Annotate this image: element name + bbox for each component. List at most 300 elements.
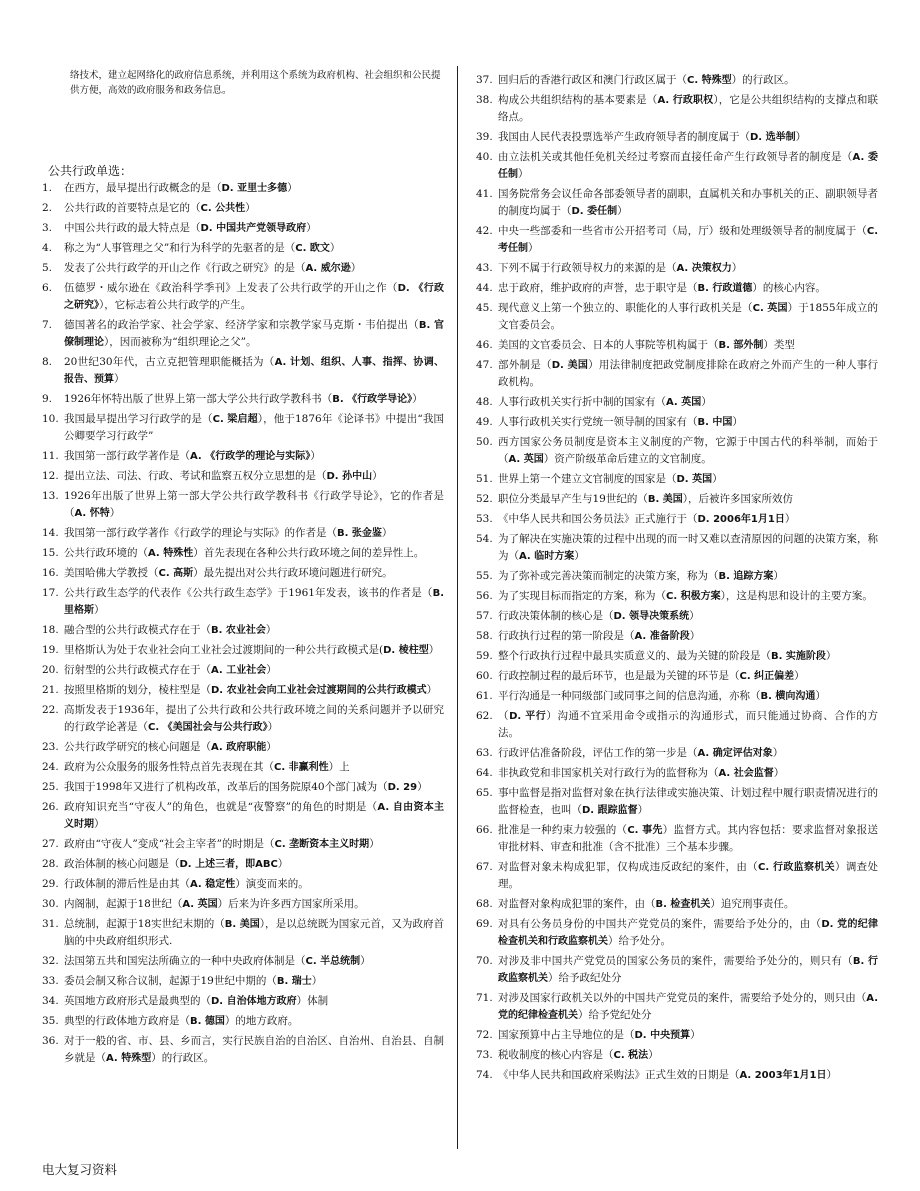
question-stem: 政府知识充当“守夜人”的角色，也就是“夜警察”的角色的时期是（ bbox=[64, 801, 378, 813]
question-item bbox=[476, 785, 878, 819]
question-item bbox=[476, 916, 878, 950]
question-suffix: ） bbox=[690, 1029, 701, 1041]
question-stem: 由立法机关或其他任免机关经过考察而直接任命产生行政领导者的制度是（ bbox=[498, 151, 853, 163]
question-number: 47. bbox=[476, 359, 493, 371]
question-stem: 衍射型的公共行政模式存在于（ bbox=[64, 664, 211, 676]
question-stem: 下列不属于行政领导权力的来源的是（ bbox=[498, 262, 677, 274]
question-number: 49. bbox=[476, 416, 493, 428]
question-suffix: ）给予党纪处分 bbox=[578, 1009, 652, 1021]
question-stem: 批准是一种约束力较强的（ bbox=[498, 824, 628, 836]
answer-text: B. 实施阶段 bbox=[771, 651, 826, 662]
question-stem: 行政决策体制的核心是（ bbox=[498, 610, 614, 622]
question-suffix: ）的核心内容。 bbox=[752, 282, 826, 294]
question-suffix: ）用法律制度把政党制度排除在政府之外而产生的一种人事行政机构。 bbox=[498, 359, 879, 388]
answer-text: A. 稳定性 bbox=[190, 879, 236, 890]
answer-text: D. 英国 bbox=[676, 474, 713, 485]
question-item bbox=[42, 876, 444, 893]
question-text bbox=[64, 180, 444, 197]
question-text bbox=[498, 414, 878, 431]
answer-text: C. 税法 bbox=[613, 1050, 649, 1061]
question-stem: 德国著名的政治学家、社会学家、经济学家和宗教学家马克斯・韦伯提出（ bbox=[64, 319, 419, 331]
question-stem: 提出立法、司法、行政、考试和监察五权分立思想的是（ bbox=[64, 470, 327, 482]
question-item bbox=[476, 822, 878, 856]
question-text bbox=[498, 337, 878, 354]
question-suffix: ） bbox=[306, 222, 317, 234]
question-item bbox=[42, 953, 444, 970]
question-text bbox=[498, 357, 878, 391]
question-number: 24. bbox=[42, 761, 59, 773]
question-item bbox=[42, 993, 444, 1010]
question-item bbox=[42, 836, 444, 853]
question-text bbox=[64, 545, 444, 562]
question-suffix: ） bbox=[369, 838, 380, 850]
question-text bbox=[498, 916, 878, 950]
question-number: 46. bbox=[476, 339, 493, 351]
answer-text: C. 纠正偏差 bbox=[739, 671, 795, 682]
question-stem: 内阁制，起源于18世纪（ bbox=[64, 898, 183, 910]
question-number: 37. bbox=[476, 74, 493, 86]
question-text bbox=[64, 993, 444, 1010]
answer-text: A. 党的纪律检查机关 bbox=[498, 993, 878, 1021]
question-item bbox=[42, 642, 444, 659]
question-suffix: ）追究刑事责任。 bbox=[710, 898, 795, 910]
answer-text: C. 行政监察机关 bbox=[758, 862, 835, 873]
question-number: 3. bbox=[42, 222, 53, 234]
question-suffix: ）类型 bbox=[763, 339, 795, 351]
question-list-left bbox=[42, 180, 444, 1070]
question-stem: 《中华人民共和国公务员法》正式施行于（ bbox=[498, 513, 698, 525]
question-stem: 总统制，起源于18实世纪末期的（ bbox=[64, 918, 225, 930]
answer-text: B. 中国 bbox=[697, 417, 733, 428]
question-suffix: ）的行政区。 bbox=[151, 1052, 215, 1064]
question-stem: 对于一般的省、市、县、乡而言，实行民族自治的自治区、自治州、自治县、自制乡就是（ bbox=[64, 1035, 444, 1064]
answer-text: A. 政府职能 bbox=[211, 742, 267, 753]
question-text bbox=[64, 1033, 444, 1067]
question-item bbox=[476, 471, 878, 488]
question-stem: 中国公共行政的最大特点是（ bbox=[64, 222, 201, 234]
question-text bbox=[498, 765, 878, 782]
answer-text: A. 特殊型 bbox=[106, 1053, 152, 1064]
answer-text: B. 美国 bbox=[224, 919, 260, 930]
question-number: 23. bbox=[42, 741, 59, 753]
question-suffix: ） bbox=[329, 242, 341, 254]
question-suffix: ）的行政区。 bbox=[731, 74, 795, 86]
question-item bbox=[476, 491, 878, 508]
question-stem: 事中监督是指对监督对象在执行法律或实施决策、计划过程中履行职责情况进行的监督检查，也叫（ bbox=[498, 787, 878, 816]
question-stem: 公共行政生态学的代表作《公共行政生态学》于1961年发表，该书的作者是（ bbox=[64, 587, 433, 599]
answer-text: A. 怀特 bbox=[74, 508, 110, 519]
question-item bbox=[476, 92, 878, 126]
question-text bbox=[498, 280, 878, 297]
question-number: 55. bbox=[476, 570, 493, 582]
question-suffix: ） bbox=[245, 202, 256, 214]
question-number: 65. bbox=[476, 787, 493, 799]
question-text bbox=[498, 688, 878, 705]
answer-text: B. 德国 bbox=[190, 1016, 225, 1027]
question-item bbox=[42, 317, 444, 351]
question-suffix: ）最先提出对公共行政环境问题进行研究。 bbox=[193, 567, 393, 579]
answer-text: D. 亚里士多德 bbox=[221, 183, 288, 194]
question-stem: 对涉及国家行政机关以外的中国共产党党员的案件，需要给予处分的，则只由（ bbox=[498, 992, 867, 1004]
question-text bbox=[64, 953, 444, 970]
answer-text: A. 英国 bbox=[182, 899, 218, 910]
question-number: 74. bbox=[476, 1069, 493, 1081]
question-item bbox=[476, 568, 878, 585]
question-item bbox=[476, 953, 878, 987]
question-number: 14. bbox=[42, 527, 59, 539]
question-suffix: ） bbox=[825, 650, 837, 662]
answer-text: D. 2006年1月1日 bbox=[697, 514, 785, 525]
question-stem: 回归后的香港行政区和澳门行政区属于（ bbox=[498, 74, 687, 86]
question-stem: 为了弥补或完善决策而制定的决策方案，称为（ bbox=[498, 570, 719, 582]
question-number: 1. bbox=[42, 182, 53, 194]
question-text bbox=[64, 525, 444, 542]
question-item bbox=[42, 916, 444, 950]
question-number: 58. bbox=[476, 630, 493, 642]
question-stem: 英国地方政府形式是最典型的（ bbox=[64, 995, 211, 1007]
question-item bbox=[42, 856, 444, 873]
question-number: 60. bbox=[476, 670, 493, 682]
answer-text: B. 瑞士 bbox=[276, 976, 312, 987]
question-text bbox=[64, 317, 444, 351]
question-number: 4. bbox=[42, 242, 53, 254]
answer-text: A. 英国 bbox=[508, 454, 544, 465]
question-suffix: ） bbox=[701, 396, 712, 408]
question-suffix: ），它标志着公共行政学的产生。 bbox=[99, 299, 252, 311]
question-number: 8. bbox=[42, 356, 53, 368]
answer-text: A. 准备阶段 bbox=[634, 631, 690, 642]
answer-text: A. 决策权力 bbox=[676, 263, 732, 274]
question-text bbox=[64, 1013, 444, 1030]
question-suffix: ） bbox=[426, 684, 438, 696]
question-suffix: ）调查处理。 bbox=[498, 861, 879, 890]
answer-text: D. 选举制 bbox=[750, 132, 796, 143]
question-item bbox=[42, 1033, 444, 1067]
question-stem: 伍德罗・威尔逊在《政治科学季刊》上发表了公共行政学的开山之作（ bbox=[64, 282, 398, 294]
question-item bbox=[476, 223, 878, 257]
question-text bbox=[64, 565, 444, 582]
question-stem: 职位分类最早产生与19世纪的（ bbox=[498, 493, 648, 505]
question-suffix: ） bbox=[574, 550, 585, 562]
question-item bbox=[42, 411, 444, 445]
question-suffix: ） bbox=[287, 182, 298, 194]
answer-text: B. 检查机关 bbox=[655, 899, 711, 910]
question-stem: 行政控制过程的最后环节，也是最为关键的环节是（ bbox=[498, 670, 740, 682]
question-item bbox=[42, 622, 444, 639]
question-number: 43. bbox=[476, 262, 493, 274]
answer-text: A. 《行政学的理论与实际》 bbox=[190, 451, 311, 462]
question-text bbox=[64, 391, 444, 408]
question-text bbox=[498, 531, 878, 565]
question-text bbox=[64, 856, 444, 873]
answer-text: C. 半总统制 bbox=[305, 956, 361, 967]
question-number: 9. bbox=[42, 393, 53, 405]
question-text bbox=[498, 471, 878, 488]
question-item bbox=[42, 973, 444, 990]
question-suffix: ） bbox=[267, 721, 279, 733]
question-number: 6. bbox=[42, 282, 53, 294]
answer-text: D. 美国 bbox=[551, 360, 589, 371]
question-number: 17. bbox=[42, 587, 59, 599]
question-number: 31. bbox=[42, 918, 59, 930]
question-stem: 里格斯认为处于农业社会向工业社会过渡期间的一种公共行政模式是( bbox=[64, 644, 384, 656]
answer-text: C. 事先 bbox=[627, 825, 663, 836]
question-item bbox=[42, 739, 444, 756]
question-suffix: ）沟通不宜采用命令或指示的沟通形式，而只能通过协商、合作的方法。 bbox=[498, 710, 879, 739]
question-item bbox=[42, 280, 444, 314]
question-stem: 人事行政机关实行折中制的国家有（ bbox=[498, 396, 666, 408]
question-stem: 1926年怀特出版了世界上第一部大学公共行政学教科书（ bbox=[64, 393, 333, 405]
answer-text: B. 里格斯 bbox=[64, 588, 444, 616]
question-stem: 对监督对象未构成犯罪，仅构成违反政纪的案件，由（ bbox=[498, 861, 759, 873]
question-suffix: ），他于1876年《论译书》中提出“我国公卿要学习行政学” bbox=[64, 413, 445, 442]
question-number: 56. bbox=[476, 590, 493, 602]
question-item bbox=[476, 394, 878, 411]
question-text bbox=[64, 682, 444, 699]
answer-text: C. 高斯 bbox=[158, 568, 194, 579]
question-text bbox=[64, 642, 444, 659]
question-number: 2. bbox=[42, 202, 53, 214]
answer-text: B. 张金鉴 bbox=[337, 528, 382, 539]
question-suffix: ） bbox=[412, 393, 423, 405]
question-text bbox=[498, 149, 878, 183]
question-text bbox=[498, 92, 878, 126]
answer-text: B. 行政道德 bbox=[697, 283, 753, 294]
question-suffix: ） bbox=[381, 527, 393, 539]
question-number: 19. bbox=[42, 644, 59, 656]
question-suffix: ）资产阶级革命后建立的文官制度。 bbox=[543, 453, 712, 465]
question-stem: 中央一些部委和一些省市公开招考司（局，厅）级和处理级领导者的制度属于（ bbox=[498, 225, 867, 237]
question-suffix: ）上 bbox=[328, 761, 350, 773]
question-suffix: ） bbox=[265, 624, 277, 636]
question-number: 34. bbox=[42, 995, 59, 1007]
question-suffix: ） bbox=[773, 767, 785, 779]
question-stem: 整个行政执行过程中最具实质意义的、最为关键的阶段是（ bbox=[498, 650, 771, 662]
question-number: 57. bbox=[476, 610, 493, 622]
question-text bbox=[498, 129, 878, 146]
question-item bbox=[476, 72, 878, 89]
question-suffix: ）给予处分。 bbox=[608, 935, 671, 947]
question-number: 20. bbox=[42, 664, 59, 676]
answer-text: D. 党的纪律检查机关和行政监察机关 bbox=[498, 919, 879, 947]
question-item bbox=[42, 525, 444, 542]
question-number: 26. bbox=[42, 801, 59, 813]
question-number: 7. bbox=[42, 319, 53, 331]
question-suffix: ），后被许多国家所效仿 bbox=[682, 493, 794, 505]
question-text bbox=[64, 662, 444, 679]
question-item bbox=[42, 545, 444, 562]
question-text bbox=[64, 220, 444, 237]
question-suffix: ） bbox=[689, 630, 701, 642]
question-suffix: ）体制 bbox=[296, 995, 329, 1007]
question-text bbox=[498, 608, 878, 625]
question-number: 5. bbox=[42, 262, 53, 274]
answer-text: B. 农业社会 bbox=[211, 625, 266, 636]
question-suffix: ） bbox=[826, 1069, 837, 1081]
question-text bbox=[498, 990, 878, 1024]
question-text bbox=[498, 434, 878, 468]
answer-text: B. 追踪方案 bbox=[718, 571, 774, 582]
question-text bbox=[64, 702, 444, 736]
question-suffix: ） bbox=[617, 205, 628, 217]
question-text bbox=[498, 859, 878, 893]
question-suffix: ） bbox=[784, 513, 796, 525]
question-item bbox=[476, 337, 878, 354]
question-item bbox=[476, 149, 878, 183]
question-suffix: ） bbox=[310, 450, 321, 462]
answer-text: B. 行政监察机关 bbox=[498, 956, 878, 984]
question-text bbox=[498, 1027, 878, 1044]
question-text bbox=[64, 448, 444, 465]
answer-text: D. 委任制 bbox=[571, 206, 618, 217]
answer-text: C. 英国 bbox=[752, 303, 788, 314]
question-item bbox=[476, 300, 878, 334]
question-text bbox=[498, 511, 878, 528]
question-number: 13. bbox=[42, 490, 59, 502]
answer-text: C. 积极方案 bbox=[666, 591, 721, 602]
question-text bbox=[498, 745, 878, 762]
question-number: 38. bbox=[476, 94, 493, 106]
answer-text: A. 确定评估对象 bbox=[697, 748, 773, 759]
question-item bbox=[476, 186, 878, 220]
question-suffix: ） bbox=[815, 690, 826, 702]
question-number: 70. bbox=[476, 955, 493, 967]
question-suffix: ） bbox=[94, 818, 105, 830]
question-suffix: ） bbox=[795, 131, 807, 143]
question-item bbox=[476, 511, 878, 528]
answer-text: A. 临时方案 bbox=[519, 551, 575, 562]
question-suffix: ）后来为许多西方国家所采用。 bbox=[217, 898, 365, 910]
question-stem: 平行沟通是一种同级部门或同事之间的信息沟通，亦称（ bbox=[498, 690, 761, 702]
question-number: 53. bbox=[476, 513, 493, 525]
question-number: 36. bbox=[42, 1035, 59, 1047]
question-suffix: ） bbox=[689, 610, 700, 622]
question-number: 48. bbox=[476, 396, 493, 408]
question-stem: 称之为“人事管理之父”和行为科学的先驱者的是（ bbox=[64, 242, 296, 254]
question-number: 61. bbox=[476, 690, 493, 702]
question-item bbox=[42, 682, 444, 699]
question-suffix: ） bbox=[417, 781, 428, 793]
question-stem: 非执政党和非国家机关对行政行为的监督称为（ bbox=[498, 767, 719, 779]
question-stem: 人事行政机关实行党统一领导制的国家有（ bbox=[498, 416, 698, 428]
question-suffix: ） bbox=[772, 747, 784, 759]
question-number: 21. bbox=[42, 684, 59, 696]
question-stem: 行政执行过程的第一阶段是（ bbox=[498, 630, 635, 642]
question-number: 54. bbox=[476, 533, 493, 545]
answer-text: B. 《行政学导论》 bbox=[332, 394, 413, 405]
answer-text: C. 特殊型 bbox=[687, 75, 732, 86]
question-item bbox=[476, 648, 878, 665]
question-text bbox=[64, 280, 444, 314]
question-stem: 典型的行政体地方政府是（ bbox=[64, 1015, 190, 1027]
question-stem: 为了实现目标而指定的方案，称为（ bbox=[498, 590, 666, 602]
question-stem: 高斯发表于1936年，提出了公共行政和公共行政环境之间的关系问题并予以研究的行政学论著是（ bbox=[64, 704, 444, 733]
question-text bbox=[64, 260, 444, 277]
question-list-right bbox=[476, 72, 878, 1087]
answer-text: A. 计划、组织、人事、指挥、协调、报告、预算 bbox=[64, 357, 444, 385]
answer-text: D. 领导决策系统 bbox=[613, 611, 690, 622]
question-number: 64. bbox=[476, 767, 493, 779]
question-stem: 公共行政环境的（ bbox=[64, 547, 148, 559]
answer-text: B. 横向沟通 bbox=[760, 691, 816, 702]
answer-text: C. 欧文 bbox=[295, 243, 330, 254]
question-text bbox=[64, 411, 444, 445]
section-title: 公共行政单选： bbox=[48, 164, 133, 178]
answer-text: A. 英国 bbox=[666, 397, 702, 408]
question-stem: 为了解决在实施决策的过程中出现的而一时又难以查清原因的问题的决策方案，称为（ bbox=[498, 533, 878, 562]
answer-text: D. 上述三者，即ABC bbox=[179, 859, 278, 870]
answer-text: B. 部外制 bbox=[718, 340, 764, 351]
question-suffix: ）于1855年成立的文官委员会。 bbox=[498, 302, 878, 331]
question-stem: 部外制是（ bbox=[498, 359, 552, 371]
question-number: 62. bbox=[476, 710, 493, 722]
answer-text: D. 跟踪监督 bbox=[582, 805, 638, 816]
question-number: 41. bbox=[476, 188, 493, 200]
question-text bbox=[498, 708, 878, 742]
answer-text: D. 自治体地方政府 bbox=[211, 996, 297, 1007]
question-text bbox=[64, 488, 444, 522]
question-item bbox=[42, 200, 444, 217]
question-stem: 对监督对象构成犯罪的案件，由（ bbox=[498, 898, 656, 910]
question-number: 28. bbox=[42, 858, 59, 870]
question-item bbox=[476, 708, 878, 742]
question-item bbox=[476, 859, 878, 893]
question-item bbox=[42, 180, 444, 197]
question-text bbox=[64, 468, 444, 485]
question-suffix: ） bbox=[350, 262, 362, 274]
question-number: 66. bbox=[476, 824, 493, 836]
question-item bbox=[42, 448, 444, 465]
answer-text: D. 《行政之研究》 bbox=[64, 283, 444, 311]
question-stem: 我国第一部行政学著作是（ bbox=[64, 450, 190, 462]
question-item bbox=[42, 702, 444, 736]
column-divider bbox=[457, 66, 458, 1149]
question-suffix: ）的地方政府。 bbox=[224, 1015, 299, 1027]
question-stem: 我国于1998年又进行了机构改革，改革后的国务院原40个部门减为（ bbox=[64, 781, 388, 793]
answer-text: D. 孙中山 bbox=[326, 471, 373, 482]
question-item bbox=[476, 765, 878, 782]
answer-text: C. 梁启超 bbox=[212, 414, 258, 425]
answer-text: C. 考任制 bbox=[498, 226, 878, 254]
question-number: 69. bbox=[476, 918, 493, 930]
question-number: 73. bbox=[476, 1049, 493, 1061]
question-number: 44. bbox=[476, 282, 493, 294]
question-item bbox=[42, 391, 444, 408]
question-stem: 公共行政学研究的核心问题是（ bbox=[64, 741, 211, 753]
question-stem: 《中华人民共和国政府采购法》正式生效的日期是（ bbox=[498, 1069, 740, 1081]
question-stem: 国家预算中占主导地位的是（ bbox=[498, 1029, 635, 1041]
question-stem: 行政体制的滞后性是由其（ bbox=[64, 878, 190, 890]
question-number: 27. bbox=[42, 838, 59, 850]
question-item bbox=[476, 990, 878, 1024]
question-item bbox=[476, 414, 878, 431]
question-number: 16. bbox=[42, 567, 59, 579]
question-text bbox=[498, 260, 878, 277]
question-text bbox=[64, 200, 444, 217]
question-number: 15. bbox=[42, 547, 59, 559]
question-item bbox=[42, 488, 444, 522]
answer-text: A. 工业社会 bbox=[211, 665, 267, 676]
answer-text: D. 棱柱型 bbox=[383, 645, 429, 656]
question-suffix: ） bbox=[773, 570, 784, 582]
question-number: 71. bbox=[476, 992, 493, 1004]
question-stem: 我国第一部行政学著作《行政学的理论与实际》的作者是（ bbox=[64, 527, 337, 539]
answer-text: C. 垄断资本主义时期 bbox=[274, 839, 370, 850]
question-text bbox=[498, 896, 878, 913]
question-text bbox=[64, 876, 444, 893]
answer-text: B. 美国 bbox=[647, 494, 683, 505]
question-number: 33. bbox=[42, 975, 59, 987]
